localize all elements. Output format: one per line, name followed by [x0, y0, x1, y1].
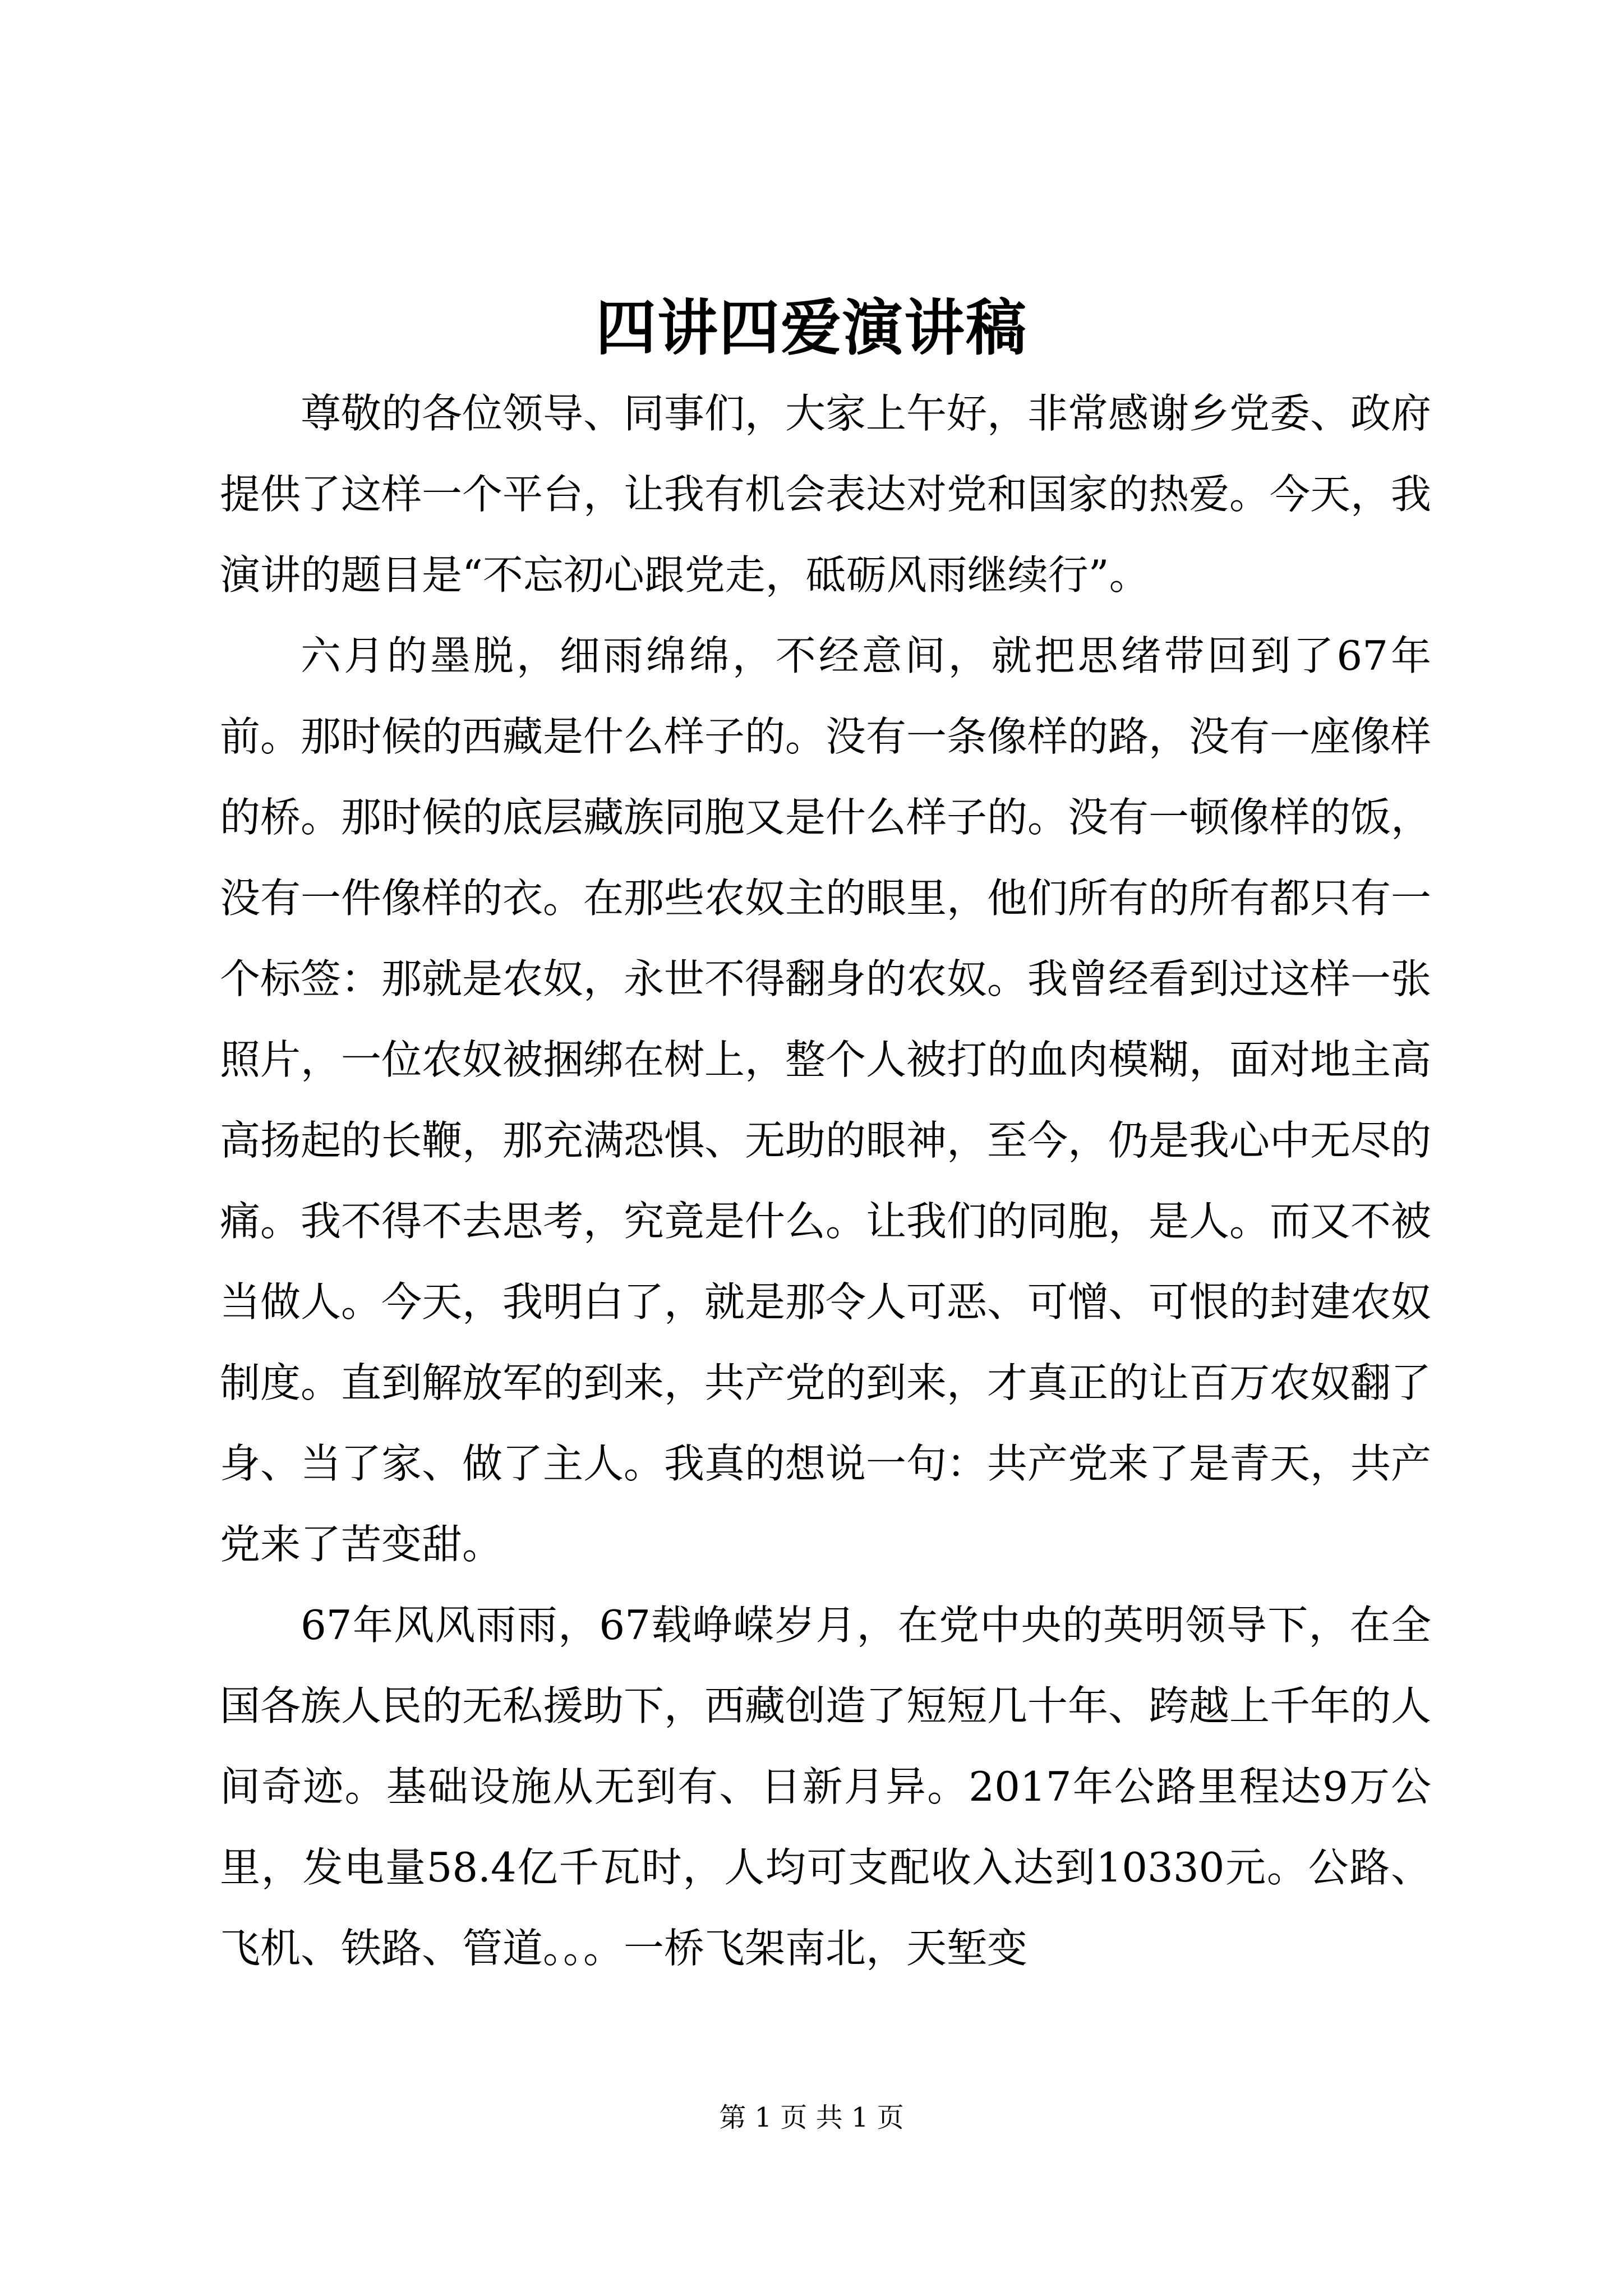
document-body	[220, 373, 1431, 1989]
paragraph-history: 六月的墨脱，细雨绵绵，不经意间，就把思绪带回到了67年前。那时候的西藏是什么样子的。没有一条像样的路，没有一座像样的桥。那时候的底层藏族同胞又是什么样子的。没有一顿像样的饭，没有一件像样的衣。在那些农奴主的眼里，他们所有的所有都只有一个标签：那就是农奴，永世不得翻身的农奴。我曾经看到过这样一张照片，一位农奴被捆绑在树上，整个人被打的血肉模糊，面对地主高高扬起的长鞭，那充满恐惧、无助的眼神，至今，仍是我心中无尽的痛。我不得不去思考，究竟是什么。让我们的同胞，是人。而又不被当做人。今天，我明白了，就是那令人可恶、可憎、可恨的封建农奴制度。直到解放军的到来，共产党的到来，才真正的让百万农奴翻了身、当了家、做了主人。我真的想说一句：共产党来了是青天，共产党来了苦变甜。	[220, 632, 1432, 1568]
paragraph-achievements: 67年风风雨雨，67载峥嵘岁月，在党中央的英明领导下，在全国各族人民的无私援助下，西藏创造了短短几十年、跨越上千年的人间奇迹。基础设施从无到有、日新月异。2017年公路里程达9万公里，发电量58.4亿千瓦时，人均可支配收入达到10330元。公路、飞机、铁路、管道。。。一桥飞架南北，天堑变	[220, 1602, 1432, 1972]
page-footer: 第 1 页 共 1 页	[719, 2102, 904, 2133]
document-title: 四讲四爱演讲稿	[595, 293, 1027, 364]
paragraph-greeting: 尊敬的各位领导、同事们，大家上午好，非常感谢乡党委、政府提供了这样一个平台，让我有机会表达对党和国家的热爱。今天，我演讲的题目是“不忘初心跟党走，砥砺风雨继续行”。	[220, 390, 1432, 599]
